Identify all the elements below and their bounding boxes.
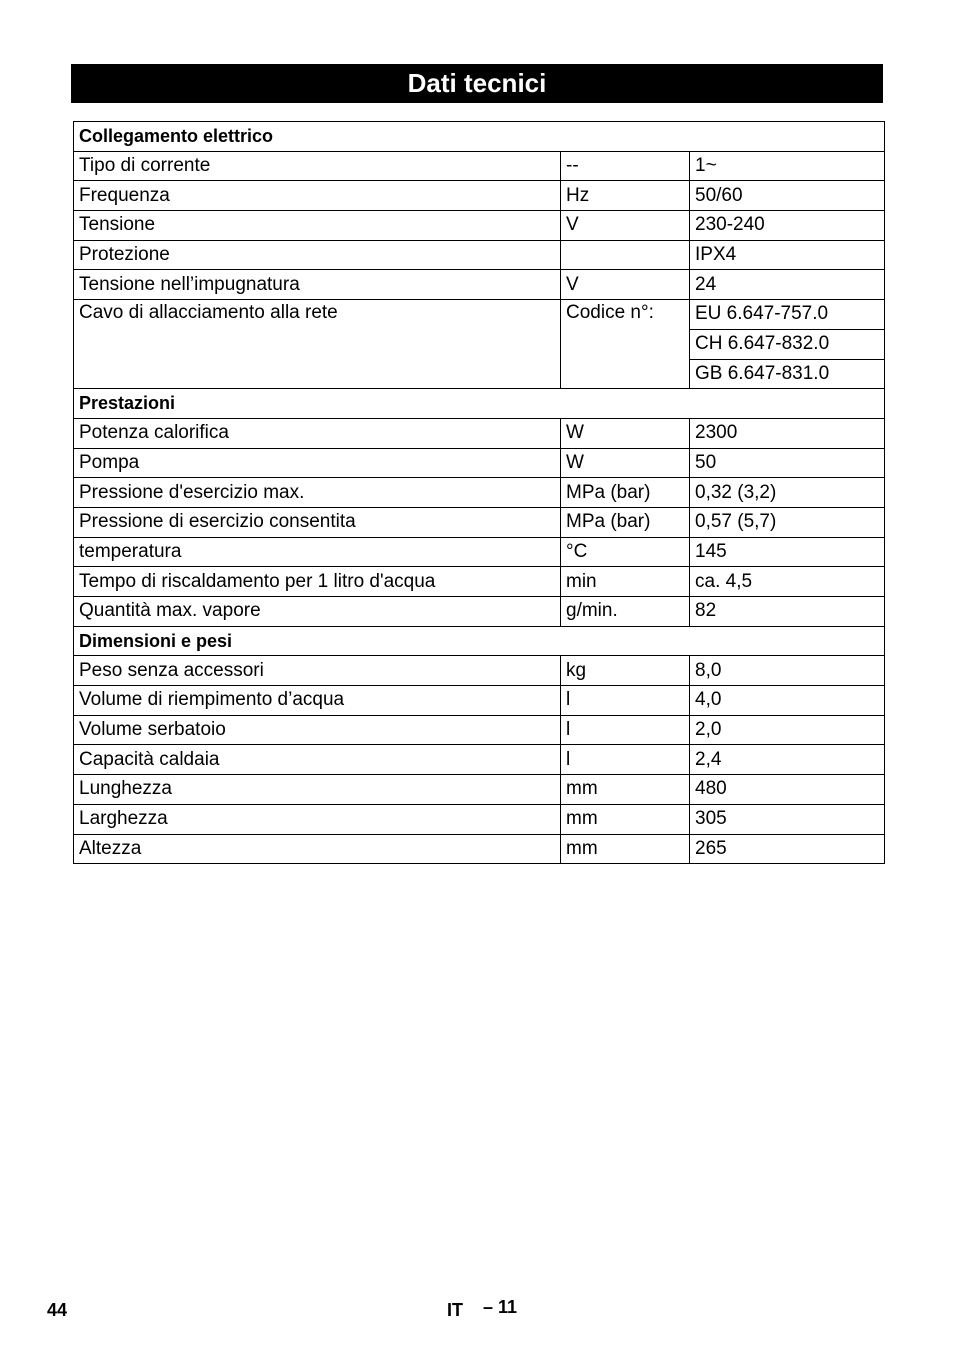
spec-label: Volume di riempimento d’acqua <box>74 686 561 716</box>
section-header-row <box>74 626 885 656</box>
table-row <box>74 745 885 775</box>
cable-code-label: Codice n°: <box>561 300 690 389</box>
spec-unit: min <box>561 567 690 597</box>
table-row <box>74 300 885 330</box>
spec-label: Protezione <box>74 240 561 270</box>
table-row <box>74 240 885 270</box>
spec-unit: mm <box>561 834 690 864</box>
spec-unit: l <box>561 745 690 775</box>
spec-label: Potenza calorifica <box>74 418 561 448</box>
cable-label: Cavo di allacciamento alla rete <box>74 300 561 389</box>
spec-value: 1~ <box>690 151 885 181</box>
section-header-row <box>74 389 885 419</box>
spec-label: Pompa <box>74 448 561 478</box>
table-row <box>74 448 885 478</box>
spec-label: Frequenza <box>74 181 561 211</box>
spec-value: 82 <box>690 597 885 627</box>
spec-unit: V <box>561 211 690 241</box>
table-row <box>74 567 885 597</box>
section-heading-dimensions: Dimensioni e pesi <box>74 626 885 656</box>
section-page-number: – 11 <box>483 1297 518 1317</box>
page-number: 44 <box>47 1300 68 1320</box>
spec-label: Lunghezza <box>74 775 561 805</box>
spec-unit: mm <box>561 775 690 805</box>
spec-value: 8,0 <box>690 656 885 686</box>
spec-unit: MPa (bar) <box>561 478 690 508</box>
spec-unit <box>561 240 690 270</box>
table-row <box>74 478 885 508</box>
language-code: IT <box>447 1300 463 1320</box>
spec-unit: V <box>561 270 690 300</box>
spec-value: 0,57 (5,7) <box>690 507 885 537</box>
table-row <box>74 597 885 627</box>
spec-label: Quantità max. vapore <box>74 597 561 627</box>
spec-unit: g/min. <box>561 597 690 627</box>
section-heading-performance: Prestazioni <box>74 389 885 419</box>
table-row <box>74 537 885 567</box>
table-row <box>74 775 885 805</box>
table-row <box>74 686 885 716</box>
section-heading-electrical: Collegamento elettrico <box>74 122 885 152</box>
spec-value: 2,4 <box>690 745 885 775</box>
table-row <box>74 151 885 181</box>
spec-label: Larghezza <box>74 804 561 834</box>
spec-value: 230-240 <box>690 211 885 241</box>
table-row <box>74 715 885 745</box>
spec-unit: Hz <box>561 181 690 211</box>
spec-label: Tipo di corrente <box>74 151 561 181</box>
table-row <box>74 270 885 300</box>
cable-code-gb: GB 6.647-831.0 <box>690 359 885 389</box>
spec-label: Altezza <box>74 834 561 864</box>
spec-value: 480 <box>690 775 885 805</box>
spec-value: 265 <box>690 834 885 864</box>
spec-value: 145 <box>690 537 885 567</box>
spec-unit: °C <box>561 537 690 567</box>
spec-unit: kg <box>561 656 690 686</box>
spec-label: Pressione di esercizio consentita <box>74 507 561 537</box>
section-header-row <box>74 122 885 152</box>
table-row <box>74 507 885 537</box>
spec-unit: -- <box>561 151 690 181</box>
spec-unit: MPa (bar) <box>561 507 690 537</box>
spec-unit: W <box>561 448 690 478</box>
spec-unit: l <box>561 686 690 716</box>
spec-value: 2,0 <box>690 715 885 745</box>
spec-unit: mm <box>561 804 690 834</box>
spec-value: 4,0 <box>690 686 885 716</box>
table-row <box>74 181 885 211</box>
table-row <box>74 834 885 864</box>
spec-value: 305 <box>690 804 885 834</box>
spec-value: 24 <box>690 270 885 300</box>
spec-value: ca. 4,5 <box>690 567 885 597</box>
spec-label: temperatura <box>74 537 561 567</box>
table-row <box>74 656 885 686</box>
page-title: Dati tecnici <box>71 64 883 103</box>
spec-label: Pressione d'esercizio max. <box>74 478 561 508</box>
spec-label: Tempo di riscaldamento per 1 litro d'acqua <box>74 567 561 597</box>
spec-value: IPX4 <box>690 240 885 270</box>
spec-unit: l <box>561 715 690 745</box>
spec-value: 50 <box>690 448 885 478</box>
spec-value: 50/60 <box>690 181 885 211</box>
technical-data-table <box>73 121 885 864</box>
table-row <box>74 211 885 241</box>
spec-value: 0,32 (3,2) <box>690 478 885 508</box>
spec-label: Tensione nell’impugnatura <box>74 270 561 300</box>
table-row <box>74 418 885 448</box>
cable-code-eu: EU 6.647-757.0 <box>690 300 885 330</box>
spec-label: Peso senza accessori <box>74 656 561 686</box>
cable-code-ch: CH 6.647-832.0 <box>690 329 885 359</box>
table-row <box>74 804 885 834</box>
spec-unit: W <box>561 418 690 448</box>
spec-value: 2300 <box>690 418 885 448</box>
spec-label: Volume serbatoio <box>74 715 561 745</box>
spec-label: Capacità caldaia <box>74 745 561 775</box>
spec-label: Tensione <box>74 211 561 241</box>
